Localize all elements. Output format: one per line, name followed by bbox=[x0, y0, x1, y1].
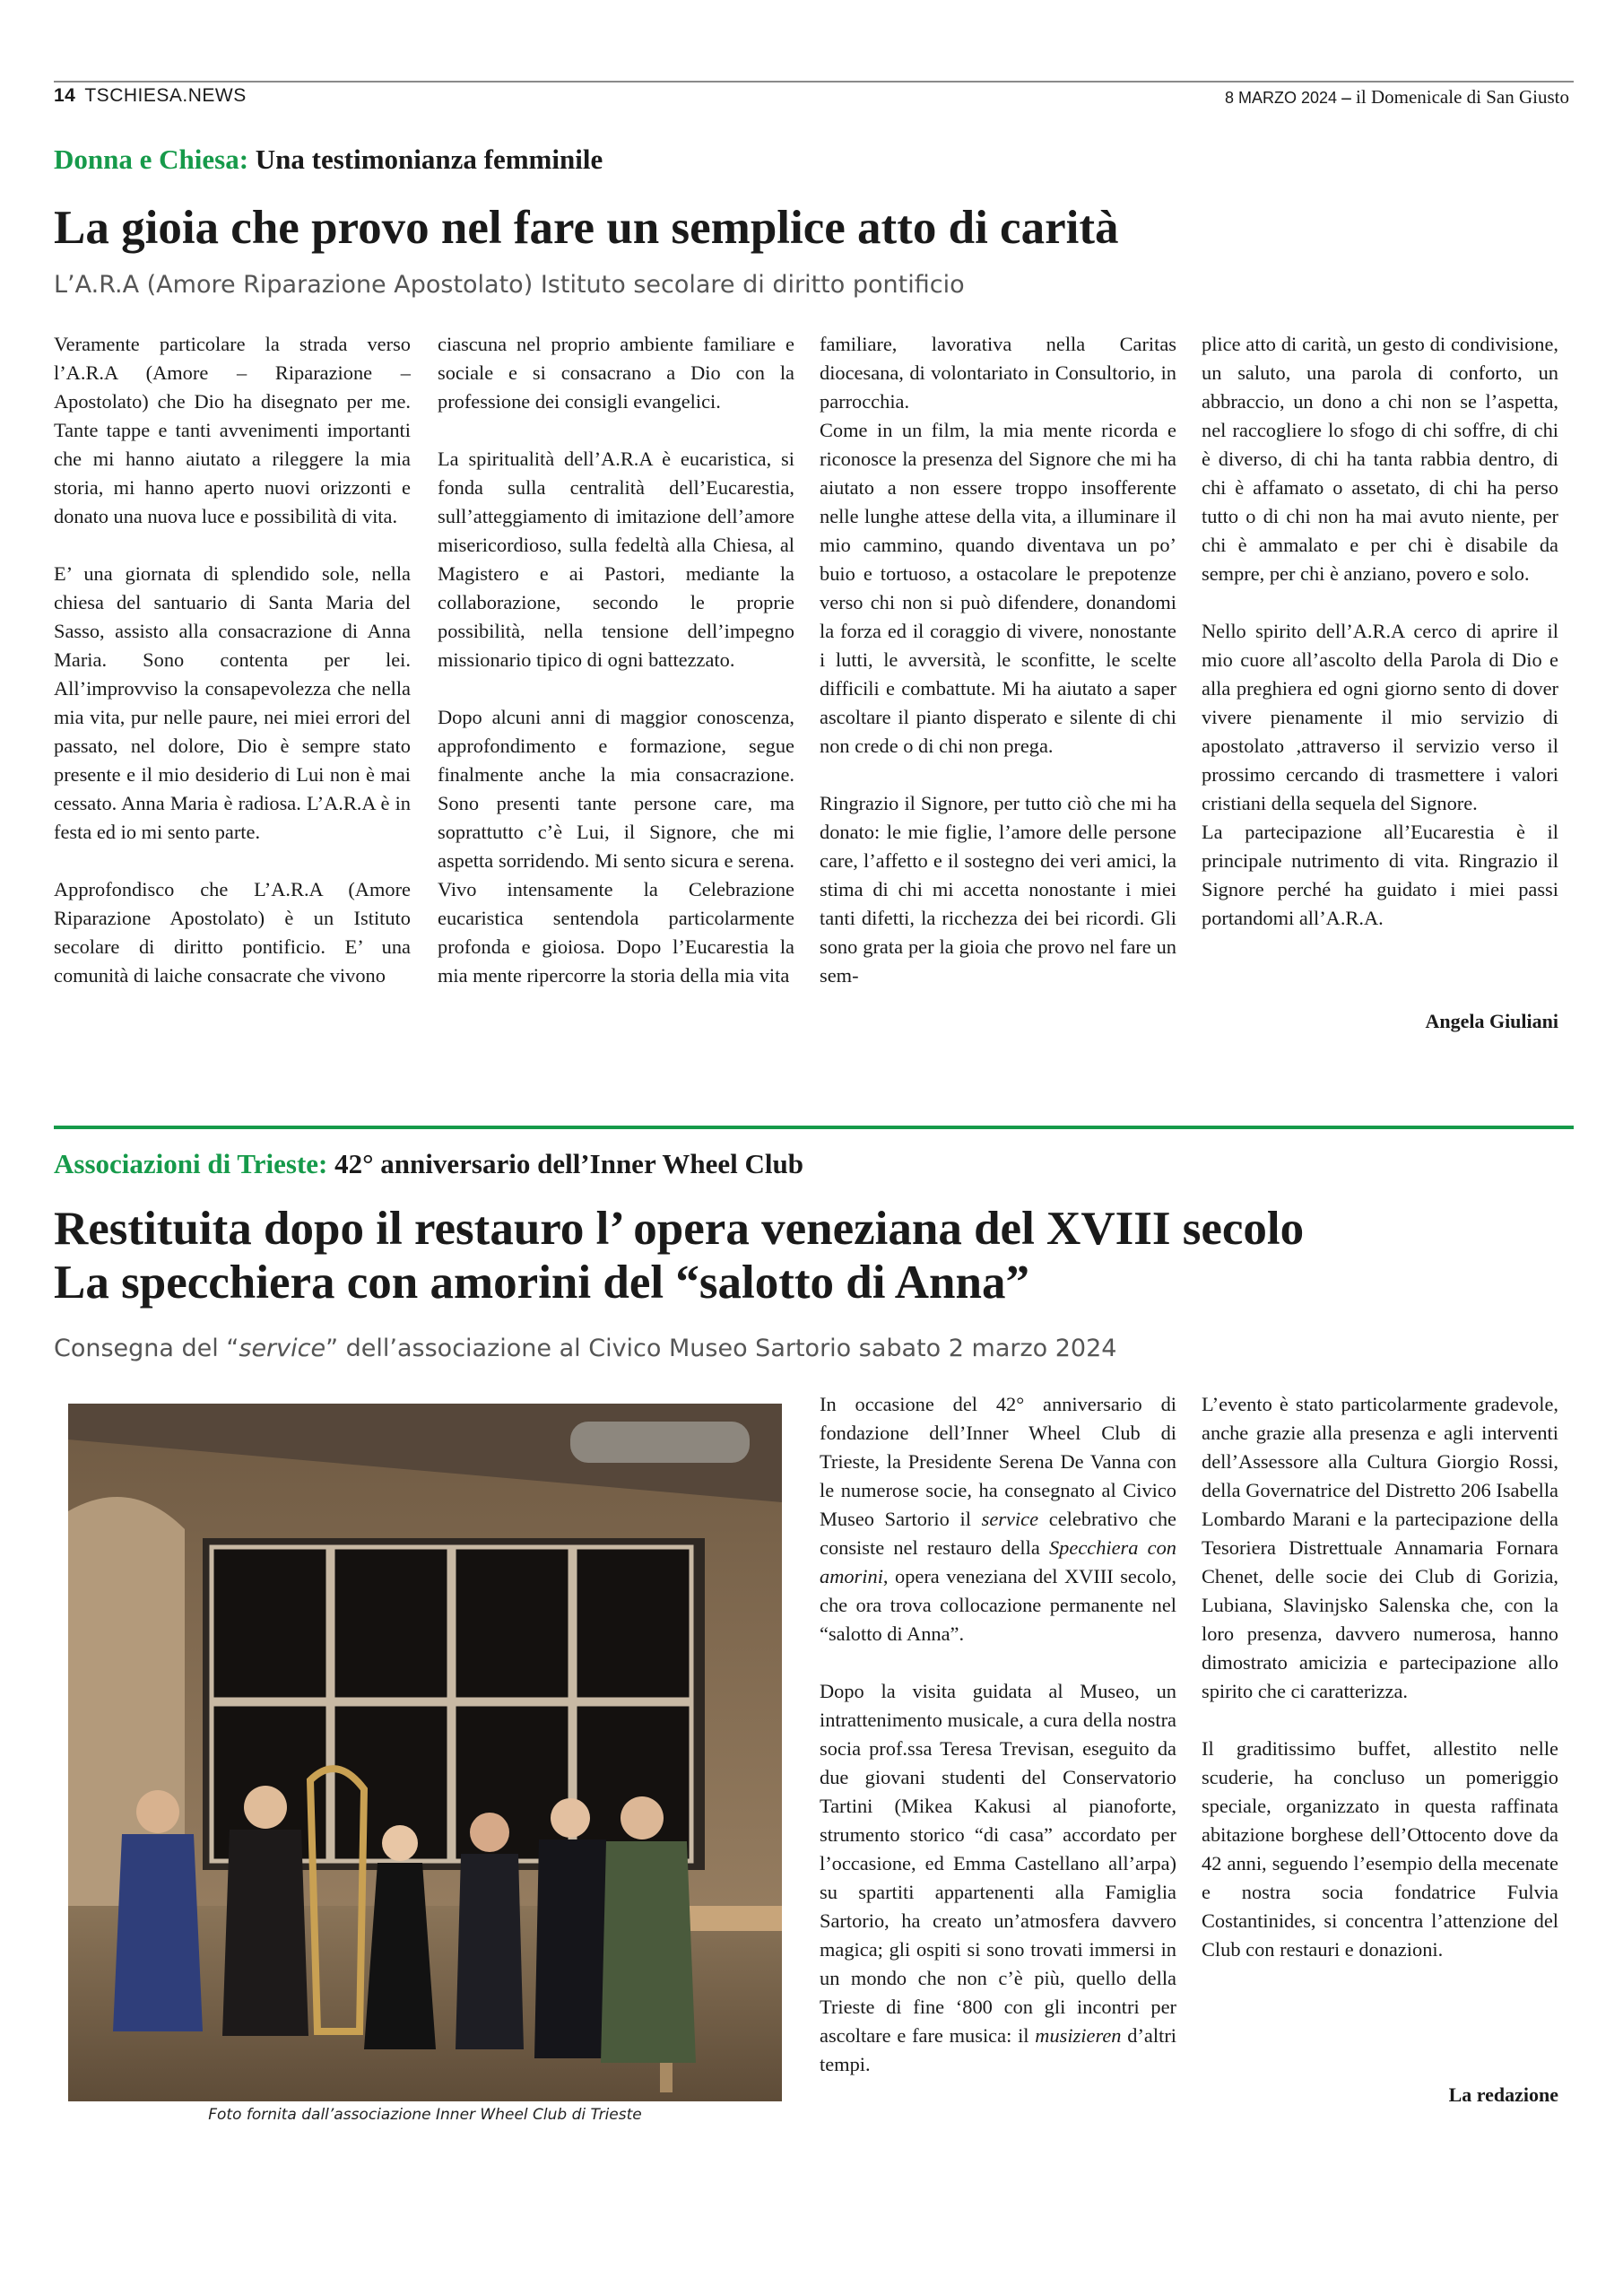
article2-title-line-2: La specchiera con amorini del “salotto di Anna” bbox=[54, 1257, 1030, 1309]
article2-kicker-rest: 42° anniversario dell’Inner Wheel Club bbox=[327, 1148, 803, 1179]
paragraph: Il graditissimo buffet, allestito nelle scuderie, ha concluso un pomeriggio speciale, organizzato in questa raffinata abitazione borghese dell’Ottocento dove da 42 anni, seguendo l’esempio della mecenate e nostra socia fondatrice Fulvia Costantinides, si concentra l’attenzione del Club con restauri e donazioni. bbox=[1202, 1737, 1558, 1961]
article2-subtitle bbox=[54, 1335, 1116, 1362]
article1-column-2 bbox=[438, 330, 794, 990]
issue-date: 8 MARZO 2024 bbox=[1224, 89, 1338, 107]
article1-column-1 bbox=[54, 330, 411, 990]
paragraph: La partecipazione all’Eucarestia è il principale nutrimento di vita. Ringrazio il Signore perché ha guidato i miei passi portandomi all’A.R.A. bbox=[1202, 821, 1558, 929]
paragraph: In occasione del 42° anniversario di fondazione dell’Inner Wheel Club di Trieste, la Presidente Serena De Vanna con le numerose socie, ha consegnato al Civico Museo Sartorio il service celebrativo che consiste nel restauro della Specchiera con amorini, opera veneziana del XVIII secolo, che ora trova collocazione permanente nel “salotto di Anna”. bbox=[820, 1393, 1176, 1645]
header-separator: – bbox=[1337, 86, 1357, 108]
article1-signature: Angela Giuliani bbox=[1425, 1010, 1558, 1032]
paragraph: Nello spirito dell’A.R.A cerco di aprire il mio cuore all’ascolto della Parola di Dio e alla preghiera ed ogni giorno sento di dover vivere pienamente il mio servizio di apostolato ,attraverso il servizio verso il prossimo cercando di trasmettere i valori cristiani della sequela del Signore. bbox=[1202, 620, 1558, 814]
paragraph: plice atto di carità, un gesto di condivisione, un saluto, una parola di conforto, un abbraccio, un dono a chi non se l’aspetta, nel raccogliere lo sfogo di chi soffre, di chi è diverso, di chi ha tanta rabbia dentro, di chi è affamato o assetato, di chi ha perso tutto o di chi non ha mai avuto niente, per chi è ammalato e per chi è disabile da sempre, per chi è anziano, povero e solo. bbox=[1202, 333, 1558, 585]
article1-column-4 bbox=[1202, 330, 1558, 933]
header-right bbox=[1225, 86, 1569, 109]
paragraph: Ringrazio il Signore, per tutto ciò che mi ha donato: le mie figlie, l’amore delle persone care, l’affetto e il sostegno dei veri amici, la stima di chi mi accetta nonostante i miei tanti difetti, la ricchezza dei bei ricordi. Gli sono grata per la gioia che provo nel fare un sem- bbox=[820, 792, 1176, 987]
article2-column-4 bbox=[1202, 1390, 1558, 1964]
paragraph: Come in un film, la mia mente ricorda e riconosce la presenza del Signore che mi ha aiutato a non essere troppo insofferente nelle lunghe attese della vita, a illuminare il mio cammino, quando diventava un po’ buio e tortuoso, a ostacolare le prepotenze verso chi non si può difendere, donandomi la forza ed il coraggio di vivere, nonostante i lutti, le avversità, le sconfitte, le scelte difficili e combattute. Mi ha aiutato a saper ascoltare il pianto disperato e silente di chi non crede o di chi non prega. bbox=[820, 419, 1176, 757]
paragraph: familiare, lavorativa nella Caritas diocesana, di volontariato in Consultorio, in parrocchia. bbox=[820, 333, 1176, 413]
paragraph: Dopo alcuni anni di maggior conoscenza, approfondimento e formazione, segue finalmente anche la mia consacrazione. Sono presenti tante persone care, ma soprattutto c’è Lui, il Signore, che mi aspetta sorridendo. Mi sento sicura e serena. Vivo intensamente la Celebrazione eucaristica sentendola particolarmente profonda e gioiosa. Dopo l’Eucarestia la mia mente ripercorre la storia della mia vita bbox=[438, 706, 794, 987]
publication-name: il Domenicale di San Giusto bbox=[1356, 86, 1569, 108]
event-photo bbox=[68, 1404, 782, 2101]
header-left bbox=[54, 85, 247, 107]
paragraph: L’evento è stato particolarmente gradevole, anche grazie alla presenza e agli interventi dell’Assessore alla Cultura Giorgio Rossi, della Governatrice del Distretto 206 Isabella Lombardo Marani e la partecipazione della Tesoriera Distrettuale Annamaria Fornara Chenet, delle socie dei Club di Gorizia, Lubiana, Slavinjsko Salenska che, con la loro presenza, davvero numerosa, hanno dimostrato amicizia e partecipazione allo spirito che ci caratterizza. bbox=[1202, 1393, 1558, 1702]
page-number: 14 bbox=[54, 85, 76, 106]
site-name: TSCHIESA.NEWS bbox=[84, 85, 247, 106]
subtitle-part: ” dell’associazione al Civico Museo Sartorio sabato 2 marzo 2024 bbox=[325, 1335, 1117, 1362]
article1-kicker-tag: Donna e Chiesa: bbox=[54, 144, 249, 175]
article2-kicker-tag: Associazioni di Trieste: bbox=[54, 1148, 328, 1179]
subtitle-emphasis: service bbox=[239, 1335, 326, 1362]
article1-kicker bbox=[54, 144, 603, 176]
article1-subtitle: L’A.R.A (Amore Riparazione Apostolato) Istituto secolare di diritto pontificio bbox=[54, 271, 965, 299]
article1-kicker-rest: Una testimonianza femminile bbox=[248, 144, 603, 175]
article2-title-line-1: Restituita dopo il restauro l’ opera veneziana del XVIII secolo bbox=[54, 1203, 1305, 1255]
paragraph: ciascuna nel proprio ambiente familiare e sociale e si consacrano a Dio con la professione dei consigli evangelici. bbox=[438, 333, 794, 413]
article2-title bbox=[54, 1202, 1304, 1309]
photo-caption: Foto fornita dall’associazione Inner Wheel Club di Trieste bbox=[208, 2106, 642, 2124]
article1-column-3 bbox=[820, 330, 1176, 990]
paragraph: Approfondisco che L’A.R.A (Amore Riparazione Apostolato) è un Istituto secolare di diritto pontificio. E’ una comunità di laiche consacrate che vivono bbox=[54, 878, 411, 987]
article2-signature: La redazione bbox=[1448, 2083, 1558, 2106]
article2-column-3 bbox=[820, 1390, 1176, 2079]
paragraph: Dopo la visita guidata al Museo, un intrattenimento musicale, a cura della nostra socia prof.ssa Teresa Trevisan, eseguito da due giovani studenti del Conservatorio Tartini (Mikea Kakusi al pianoforte, strumento storico “di casa” accordato per l’occasione, ed Emma Castellano all’arpa) su spartiti appartenenti alla Famiglia Sartorio, ha creato un’atmosfera davvero magica; gli ospiti si sono trovati immersi in un mondo che non c’è più, quello della Trieste di fine ‘800 con gli incontri per ascoltare e fare musica: il musizieren d’altri tempi. bbox=[820, 1680, 1176, 2075]
header-rule bbox=[54, 81, 1574, 83]
article2-kicker bbox=[54, 1148, 803, 1180]
paragraph: E’ una giornata di splendido sole, nella chiesa del santuario di Santa Maria del Sasso, assisto alla consacrazione di Anna Maria. Sono contenta per lei. All’improvviso la consapevolezza che nella mia vita, pur nelle paure, nei miei errori del passato, nel dolore, Dio è sempre stato presente e il mio desiderio di Lui non è mai cessato. Anna Maria è radiosa. L’A.R.A è in festa ed io mi sento parte. bbox=[54, 562, 411, 843]
paragraph: La spiritualità dell’A.R.A è eucaristica, si fonda sulla centralità dell’Eucarestia, sull’atteggiamento di imitazione dell’amore misericordioso, sulla fedeltà alla Chiesa, al Magistero e ai Pastori, mediante la collaborazione, secondo le proprie possibilità, nella tensione dell’impegno missionario tipico di ogni battezzato. bbox=[438, 448, 794, 671]
section-divider bbox=[54, 1126, 1574, 1129]
paragraph: Veramente particolare la strada verso l’A.R.A (Amore – Riparazione – Apostolato) che Dio ha disegnato per me. Tante tappe e tanti avvenimenti importanti che mi hanno aiutato a rileggere la mia storia, mi hanno aperto nuovi orizzonti e donato una nuova luce e possibilità di vita. bbox=[54, 333, 411, 527]
subtitle-part: Consegna del “ bbox=[54, 1335, 239, 1362]
article1-title: La gioia che provo nel fare un semplice atto di carità bbox=[54, 202, 1119, 254]
